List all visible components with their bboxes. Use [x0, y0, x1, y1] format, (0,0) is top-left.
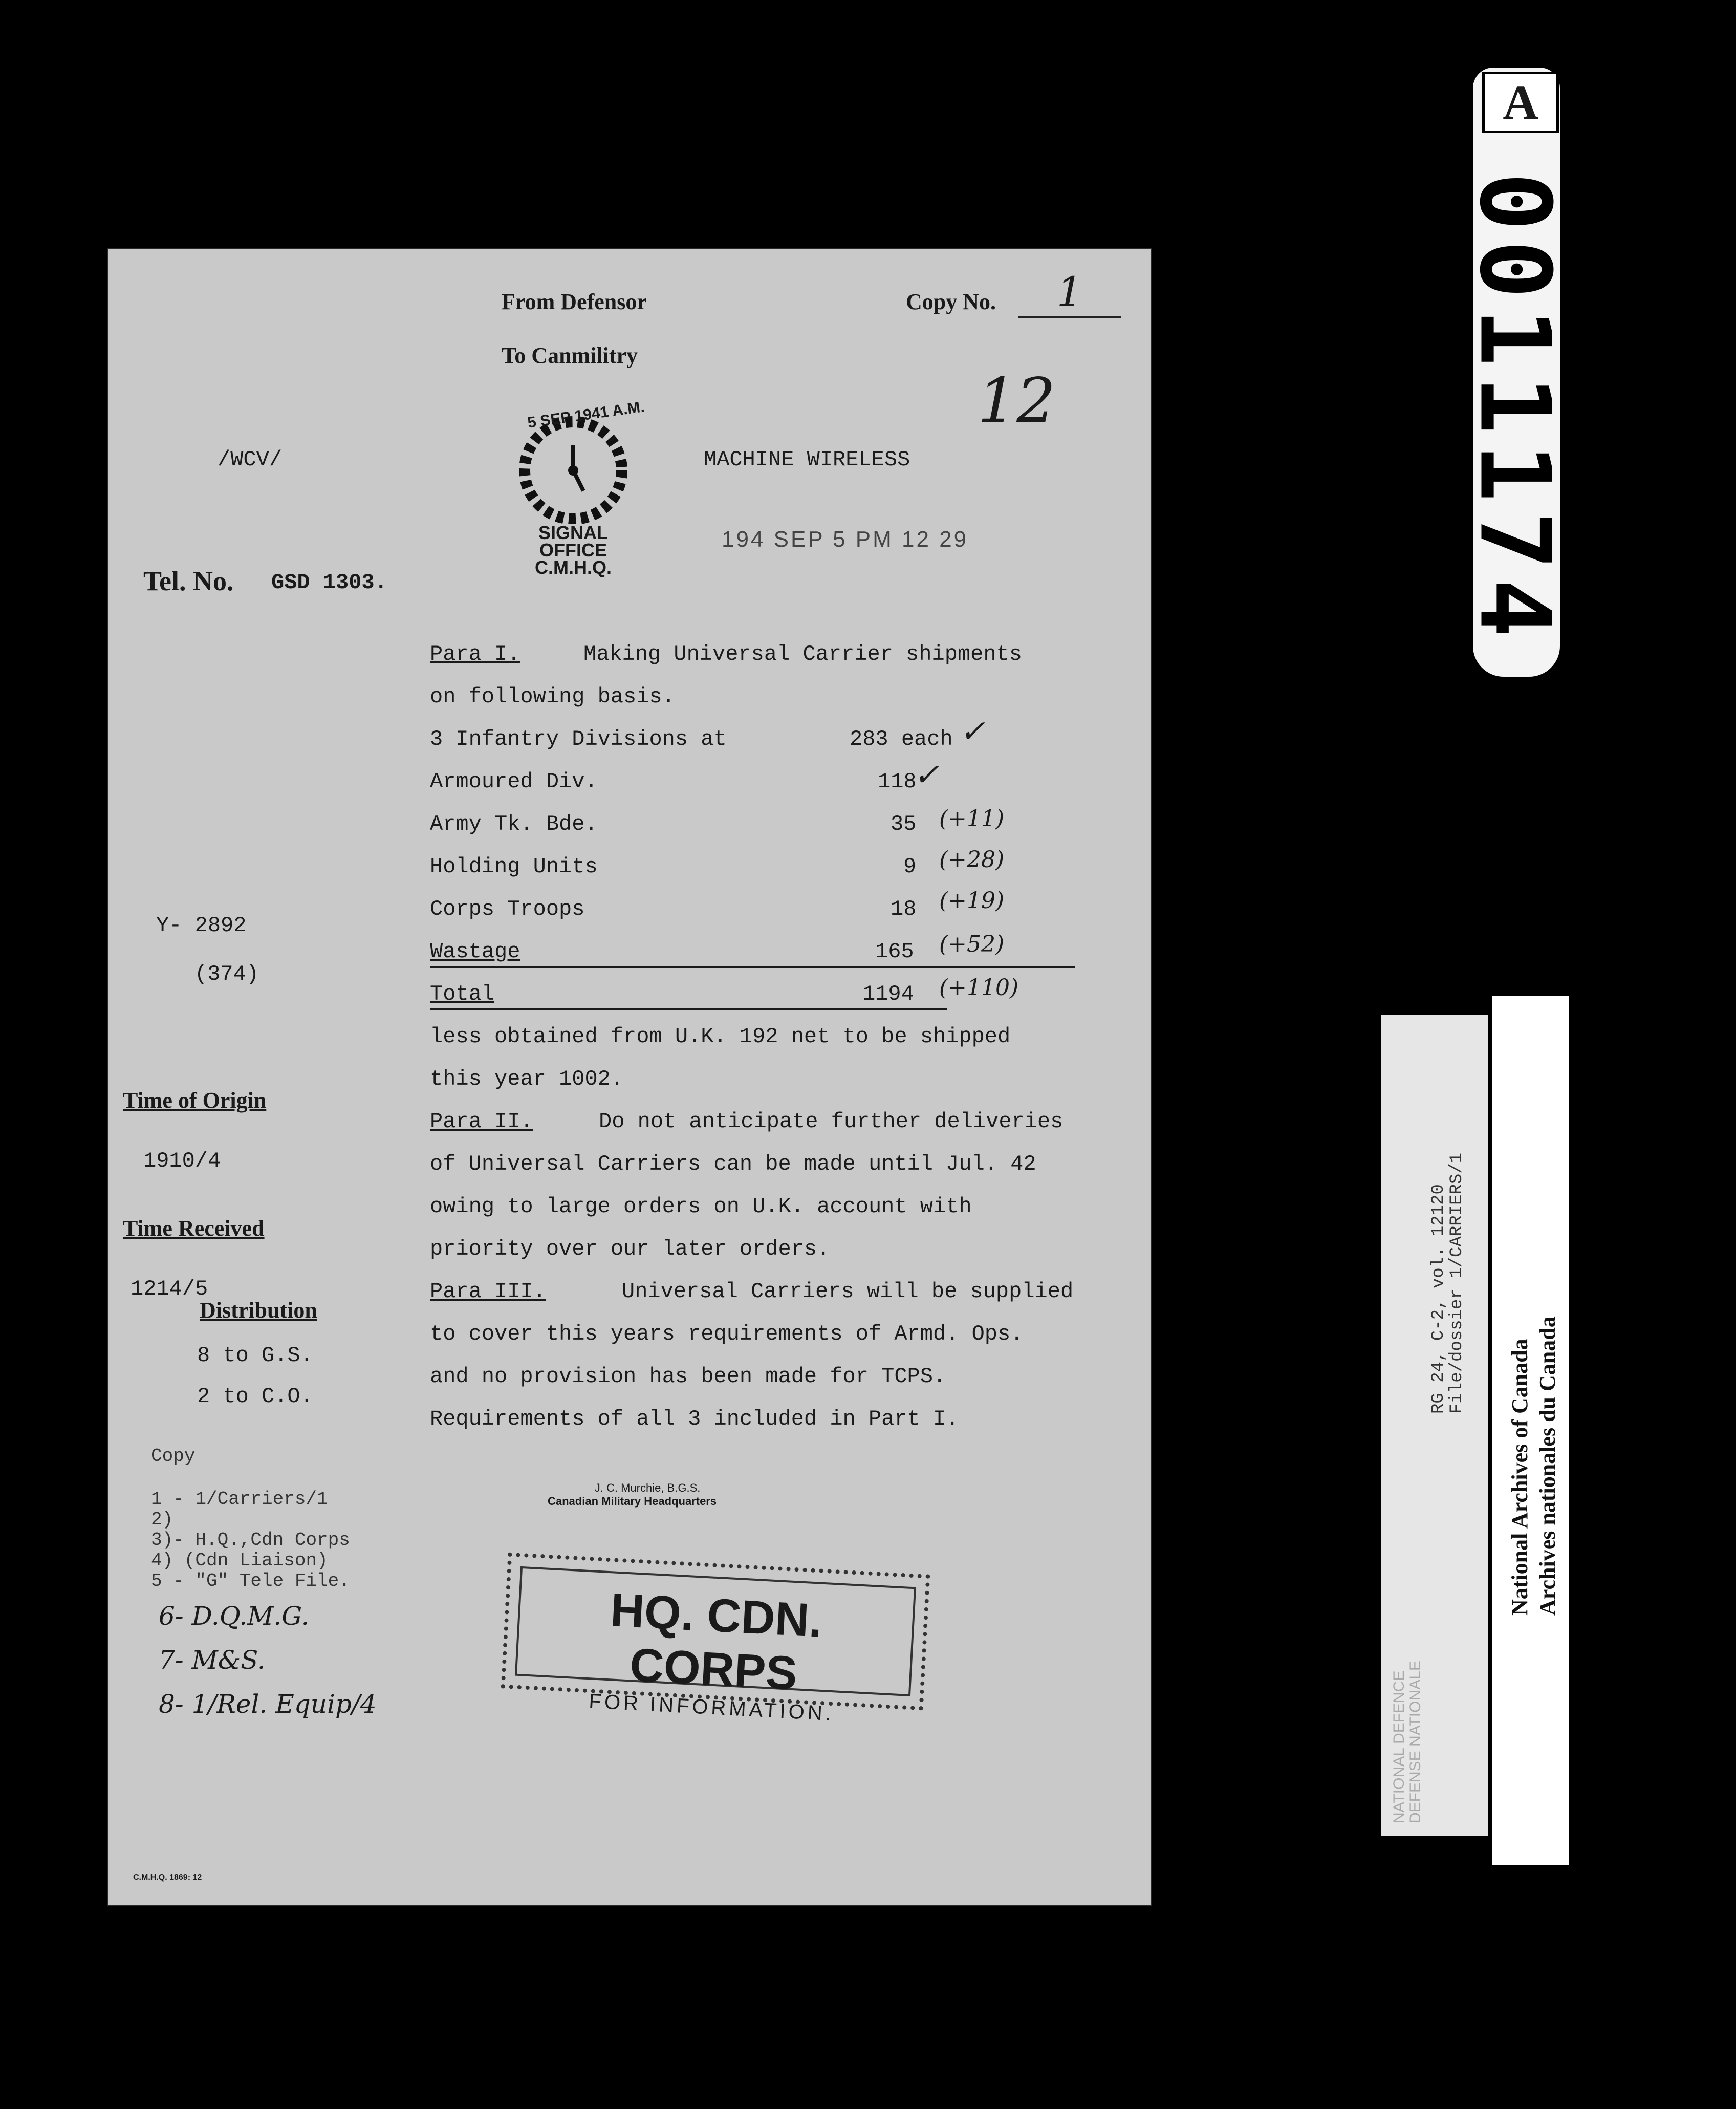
handwritten-note: (+28)	[939, 847, 1005, 873]
copy-entry: 4) (Cdn Liaison)	[151, 1550, 328, 1571]
archive-label-en: National Archives of Canada	[1507, 1339, 1532, 1616]
stamp-line-office: OFFICE	[539, 540, 607, 561]
archive-label-text	[1506, 1316, 1561, 1616]
stamp-line-cmhq: C.M.H.Q.	[535, 557, 612, 578]
copy-entry-hand: 8- 1/Rel. Equip/4	[159, 1689, 377, 1719]
handwritten-note: (+110)	[939, 975, 1019, 1001]
check-mark-icon: ✓	[960, 714, 986, 749]
tel-label: Tel. No.	[143, 566, 234, 596]
para1-line1: Making Universal Carrier shipments	[583, 642, 1022, 666]
row-label: Armoured Div.	[430, 769, 598, 794]
archive-ref-line2: File/dossier 1/CARRIERS/1	[1447, 1152, 1467, 1414]
frame-letter: A	[1482, 72, 1559, 133]
less-line-2: this year 1002.	[430, 1067, 624, 1091]
para3-label: Para III.	[430, 1279, 546, 1304]
tel-number: GSD 1303.	[271, 570, 387, 595]
signature-org: Canadian Military Headquarters	[548, 1495, 717, 1508]
para2-line: priority over our later orders.	[430, 1237, 830, 1261]
wastage-rule	[430, 966, 1075, 968]
archive-label-fr: Archives nationales du Canada	[1535, 1316, 1560, 1616]
stamp-date: 5 SEP 1941 A.M.	[526, 398, 646, 432]
para3-line: Requirements of all 3 included in Part I.	[430, 1407, 959, 1431]
handwritten-note: (+19)	[939, 888, 1005, 914]
copy-no-label: Copy No.	[906, 289, 996, 314]
signature-block	[548, 1481, 717, 1508]
archive-reference-tag	[1381, 1015, 1488, 1836]
row-label: Corps Troops	[430, 897, 585, 921]
handwritten-note: (+52)	[939, 931, 1005, 957]
copy-entry-hand: 6- D.Q.M.G.	[159, 1601, 310, 1631]
archive-ref-line1: RG 24, C-2, vol. 12120	[1429, 1184, 1448, 1414]
telegram-sheet	[107, 248, 1152, 1906]
row-value: 35	[891, 812, 917, 836]
row-value: 283 each	[850, 727, 953, 751]
time-of-origin-value: 1910/4	[143, 1149, 221, 1173]
stamp-line-signal: SIGNAL	[538, 522, 608, 543]
received-timestamp: 194 SEP 5 PM 12 29	[722, 527, 969, 552]
copy-entry: 1 - 1/Carriers/1	[151, 1489, 328, 1510]
copy-entry: 2)	[151, 1509, 173, 1530]
para3-line: to cover this years requirements of Armd. Ops.	[430, 1322, 1024, 1346]
row-value: 118	[878, 769, 917, 794]
handwritten-note: (+11)	[939, 806, 1005, 832]
reference-code: /WCV/	[218, 447, 283, 472]
archive-faint-line1: NATIONAL DEFENCE	[1391, 1670, 1407, 1823]
archive-ref	[1429, 1153, 1466, 1414]
para2-line: of Universal Carriers can be made until Jul. 42	[430, 1152, 1036, 1176]
para1-label: Para I.	[430, 642, 520, 666]
signal-office-stamp	[507, 398, 646, 578]
para3-line: and no provision has been made for TCPS.	[430, 1364, 946, 1389]
row-value: 9	[903, 854, 917, 879]
archive-faint	[1391, 1661, 1424, 1823]
row-value: 18	[891, 897, 917, 921]
signature-name: J. C. Murchie, B.G.S.	[594, 1481, 701, 1494]
row-value: 165	[875, 939, 914, 964]
copy-no-value: 1	[1018, 268, 1121, 318]
frame-number: 0011174	[1458, 172, 1572, 647]
para3-line: Universal Carriers will be supplied	[622, 1279, 1074, 1304]
hq-stamp-line1: HQ. CDN. CORPS	[609, 1584, 824, 1700]
para2-line: Do not anticipate further deliveries	[599, 1109, 1064, 1134]
archive-faint-line2: DEFENSE NATIONALE	[1407, 1661, 1424, 1823]
copy-entry: 5 - "G" Tele File.	[151, 1570, 350, 1591]
copy-entry: 3)- H.Q.,Cdn Corps	[151, 1530, 350, 1551]
row-label: 3 Infantry Divisions at	[430, 727, 727, 751]
row-label: Army Tk. Bde.	[430, 812, 598, 836]
time-received-value: 1214/5	[131, 1277, 208, 1301]
hq-cdn-corps-stamp	[501, 1553, 930, 1726]
to-line: To Canmilitry	[502, 343, 638, 368]
row-label: Holding Units	[430, 854, 598, 879]
para2-line: owing to large orders on U.K. account with	[430, 1194, 972, 1219]
row-label: Wastage	[430, 939, 520, 964]
copy-label: Copy	[151, 1446, 196, 1467]
hq-stamp-line2: FOR INFORMATION.	[588, 1690, 835, 1726]
from-line: From Defensor	[502, 289, 647, 314]
row-label: Total	[430, 982, 495, 1006]
total-rule	[430, 1008, 947, 1010]
less-line-1: less obtained from U.K. 192 net to be shipped	[430, 1024, 1011, 1049]
distribution-item: 8 to G.S.	[197, 1343, 313, 1368]
machine-wireless: MACHINE WIRELESS	[704, 447, 910, 472]
copy-entry-hand: 7- M&S.	[159, 1645, 266, 1675]
archive-label	[1492, 996, 1569, 1865]
para1-line2: on following basis.	[430, 684, 675, 709]
distribution-label: Distribution	[200, 1298, 317, 1323]
handwritten-copies	[159, 1594, 377, 1726]
time-of-origin-label: Time of Origin	[123, 1088, 267, 1113]
check-mark-icon: ✓	[914, 757, 940, 793]
time-received-label: Time Received	[123, 1216, 265, 1241]
para2-label: Para II.	[430, 1109, 533, 1134]
copy-list	[151, 1489, 350, 1591]
sub-number: (374)	[194, 962, 259, 986]
distribution-item: 2 to C.O.	[197, 1384, 313, 1409]
handwritten-page-number: 12	[978, 365, 1056, 437]
y-number: Y- 2892	[156, 913, 247, 938]
row-value: 1194	[862, 982, 914, 1006]
form-code: C.M.H.Q. 1869: 12	[133, 1873, 202, 1882]
